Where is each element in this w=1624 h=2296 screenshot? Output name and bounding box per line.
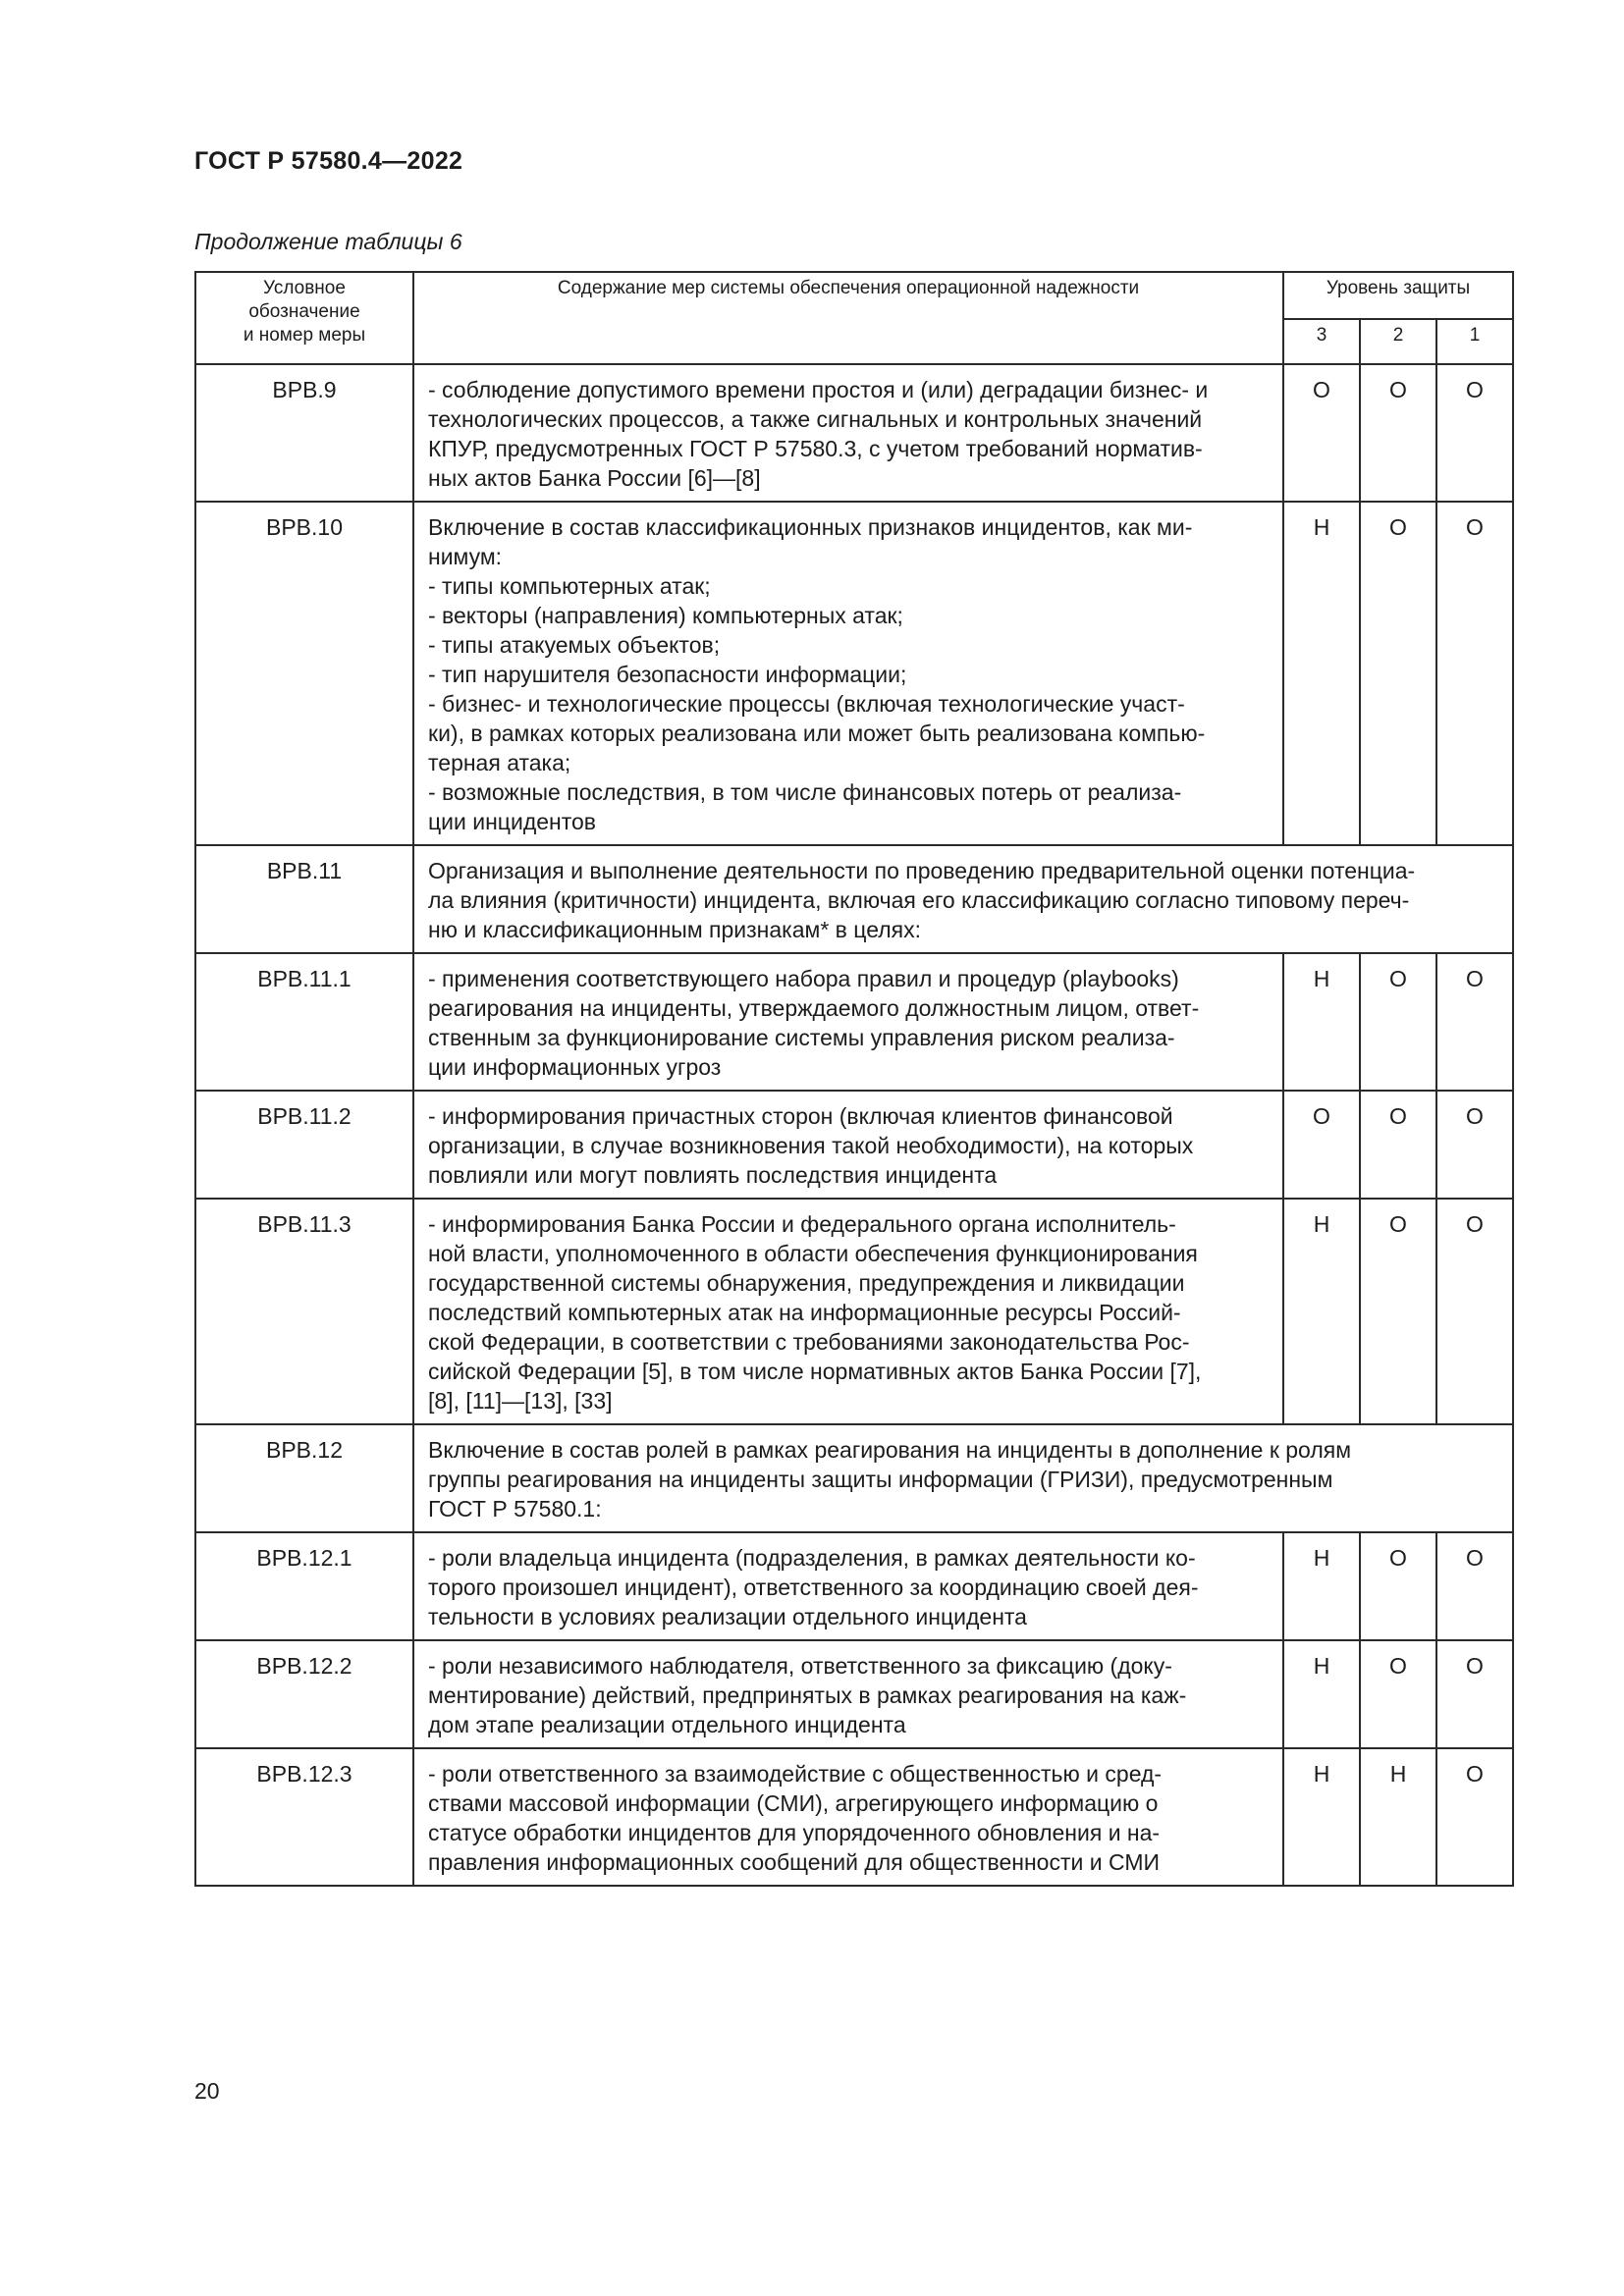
measure-code: ВРВ.11.3 (195, 1199, 413, 1424)
header-level-3: 3 (1283, 319, 1360, 364)
table-row (195, 1091, 1513, 1199)
level-3-value: Н (1283, 502, 1360, 845)
table-row (195, 1748, 1513, 1886)
measure-content (413, 1424, 1513, 1532)
content-line: - роли независимого наблюдателя, ответственного за фиксацию (доку- (428, 1653, 1172, 1679)
content-line: ной власти, уполномоченного в области обеспечения функционирования (428, 1241, 1198, 1266)
content-line: - возможные последствия, в том числе финансовых потерь от реализа- (428, 779, 1182, 805)
content-line: дом этапе реализации отдельного инцидента (428, 1712, 906, 1737)
content-line: реагирования на инциденты, утверждаемого должностным лицом, ответ- (428, 995, 1200, 1021)
content-line: ской Федерации, в соответствии с требованиями законодательства Рос- (428, 1329, 1190, 1355)
content-line: - типы компьютерных атак; (428, 573, 711, 599)
content-line: - тип нарушителя безопасности информации; (428, 662, 907, 687)
content-line: терная атака; (428, 750, 571, 775)
level-1-value: О (1436, 1091, 1513, 1199)
level-1-value: О (1436, 953, 1513, 1091)
measure-content (413, 1640, 1283, 1748)
content-line: - соблюдение допустимого времени простоя и (или) деградации бизнес- и (428, 377, 1209, 402)
content-line: - бизнес- и технологические процессы (включая технологические участ- (428, 691, 1185, 717)
content-line: технологических процессов, а также сигнальных и контрольных значений (428, 406, 1203, 432)
content-line: - применения соответствующего набора правил и процедур (playbooks) (428, 966, 1179, 991)
content-line: Организация и выполнение деятельности по проведению предварительной оценки потенциа- (428, 858, 1416, 883)
content-line: - информирования Банка России и федерального органа исполнитель- (428, 1211, 1176, 1237)
page-number: 20 (194, 2078, 220, 2104)
content-line: организации, в случае возникновения такой необходимости), на которых (428, 1133, 1194, 1158)
content-line: последствий компьютерных атак на информационные ресурсы Россий- (428, 1300, 1181, 1325)
header-code-line: обозначение (248, 301, 360, 322)
table-row (195, 1199, 1513, 1424)
measure-content (413, 502, 1283, 845)
level-1-value: О (1436, 364, 1513, 502)
level-3-value: Н (1283, 1640, 1360, 1748)
level-1-value: О (1436, 1532, 1513, 1640)
level-1-value: О (1436, 1640, 1513, 1748)
level-1-value: О (1436, 1199, 1513, 1424)
level-2-value: О (1360, 1091, 1436, 1199)
level-3-value: О (1283, 1091, 1360, 1199)
measure-content (413, 845, 1513, 953)
table-row (195, 1424, 1513, 1532)
measure-content (413, 364, 1283, 502)
content-line: [8], [11]—[13], [33] (428, 1388, 613, 1414)
header-level-2: 2 (1360, 319, 1436, 364)
header-level-1: 1 (1436, 319, 1513, 364)
content-line: - информирования причастных сторон (включая клиентов финансовой (428, 1103, 1173, 1129)
header-code-column (195, 272, 413, 364)
measure-code: ВРВ.11.1 (195, 953, 413, 1091)
level-2-value: О (1360, 502, 1436, 845)
measure-code: ВРВ.12.1 (195, 1532, 413, 1640)
level-3-value: Н (1283, 1748, 1360, 1886)
table-row (195, 845, 1513, 953)
content-line: повлияли или могут повлиять последствия инцидента (428, 1162, 998, 1188)
content-line: ственным за функционирование системы управления риском реализа- (428, 1025, 1175, 1050)
content-line: статусе обработки инцидентов для упорядоченного обновления и на- (428, 1820, 1161, 1845)
header-protection-level: Уровень защиты (1283, 272, 1513, 319)
header-content-column: Содержание мер системы обеспечения операционной надежности (413, 272, 1283, 364)
content-line: тельности в условиях реализации отдельного инцидента (428, 1604, 1027, 1629)
table-row (195, 502, 1513, 845)
table-row (195, 953, 1513, 1091)
content-line: государственной системы обнаружения, предупреждения и ликвидации (428, 1270, 1185, 1296)
table-row (195, 364, 1513, 502)
level-2-value: О (1360, 364, 1436, 502)
table-row (195, 1532, 1513, 1640)
content-line: ных актов Банка России [6]—[8] (428, 465, 761, 491)
level-3-value: Н (1283, 953, 1360, 1091)
content-line: - роли владельца инцидента (подразделения, в рамках деятельности ко- (428, 1545, 1196, 1571)
measure-code: ВРВ.12.3 (195, 1748, 413, 1886)
level-3-value: Н (1283, 1532, 1360, 1640)
level-2-value: О (1360, 1532, 1436, 1640)
header-code-line: Условное (263, 278, 346, 298)
level-1-value: О (1436, 1748, 1513, 1886)
content-line: ции инцидентов (428, 809, 597, 834)
measure-code: ВРВ.10 (195, 502, 413, 845)
content-line: правления информационных сообщений для общественности и СМИ (428, 1849, 1161, 1875)
content-line: сийской Федерации [5], в том числе нормативных актов Банка России [7], (428, 1359, 1202, 1384)
level-2-value: О (1360, 1640, 1436, 1748)
measure-content (413, 1199, 1283, 1424)
content-line: ментирование) действий, предпринятых в рамках реагирования на каж- (428, 1682, 1187, 1708)
measure-code: ВРВ.9 (195, 364, 413, 502)
content-line: нимум: (428, 544, 503, 569)
content-line: КПУР, предусмотренных ГОСТ Р 57580.3, с учетом требований норматив- (428, 436, 1203, 461)
content-line: ции информационных угроз (428, 1054, 722, 1080)
header-code-line: и номер меры (243, 325, 366, 346)
content-line: - роли ответственного за взаимодействие с общественностью и сред- (428, 1761, 1163, 1787)
content-line: ки), в рамках которых реализована или может быть реализована компью- (428, 721, 1206, 746)
measure-content (413, 1748, 1283, 1886)
level-3-value: О (1283, 364, 1360, 502)
content-line: ла влияния (критичности) инцидента, включая его классификацию согласно типовому переч- (428, 887, 1410, 913)
table-row (195, 1640, 1513, 1748)
level-2-value: Н (1360, 1748, 1436, 1886)
document-code: ГОСТ Р 57580.4—2022 (194, 147, 463, 175)
level-3-value: Н (1283, 1199, 1360, 1424)
content-line: Включение в состав классификационных признаков инцидентов, как ми- (428, 514, 1193, 540)
level-2-value: О (1360, 953, 1436, 1091)
content-line: группы реагирования на инциденты защиты информации (ГРИЗИ), предусмотренным (428, 1467, 1333, 1492)
measure-code: ВРВ.12.2 (195, 1640, 413, 1748)
content-line: ГОСТ Р 57580.1: (428, 1496, 602, 1522)
content-line: - типы атакуемых объектов; (428, 632, 721, 658)
level-1-value: О (1436, 502, 1513, 845)
content-line: торого произошел инцидент), ответственного за координацию своей дея- (428, 1575, 1199, 1600)
content-line: - векторы (направления) компьютерных атак; (428, 603, 903, 628)
content-line: ню и классификационным признакам* в целях: (428, 917, 922, 942)
table-caption: Продолжение таблицы 6 (194, 229, 462, 254)
content-line: ствами массовой информации (СМИ), агрегирующего информацию о (428, 1790, 1159, 1816)
level-2-value: О (1360, 1199, 1436, 1424)
measure-code: ВРВ.11.2 (195, 1091, 413, 1199)
measure-code: ВРВ.12 (195, 1424, 413, 1532)
measures-table (194, 271, 1514, 1887)
content-line: Включение в состав ролей в рамках реагирования на инциденты в дополнение к ролям (428, 1437, 1352, 1463)
measure-content (413, 1091, 1283, 1199)
measure-content (413, 1532, 1283, 1640)
measure-code: ВРВ.11 (195, 845, 413, 953)
measure-content (413, 953, 1283, 1091)
